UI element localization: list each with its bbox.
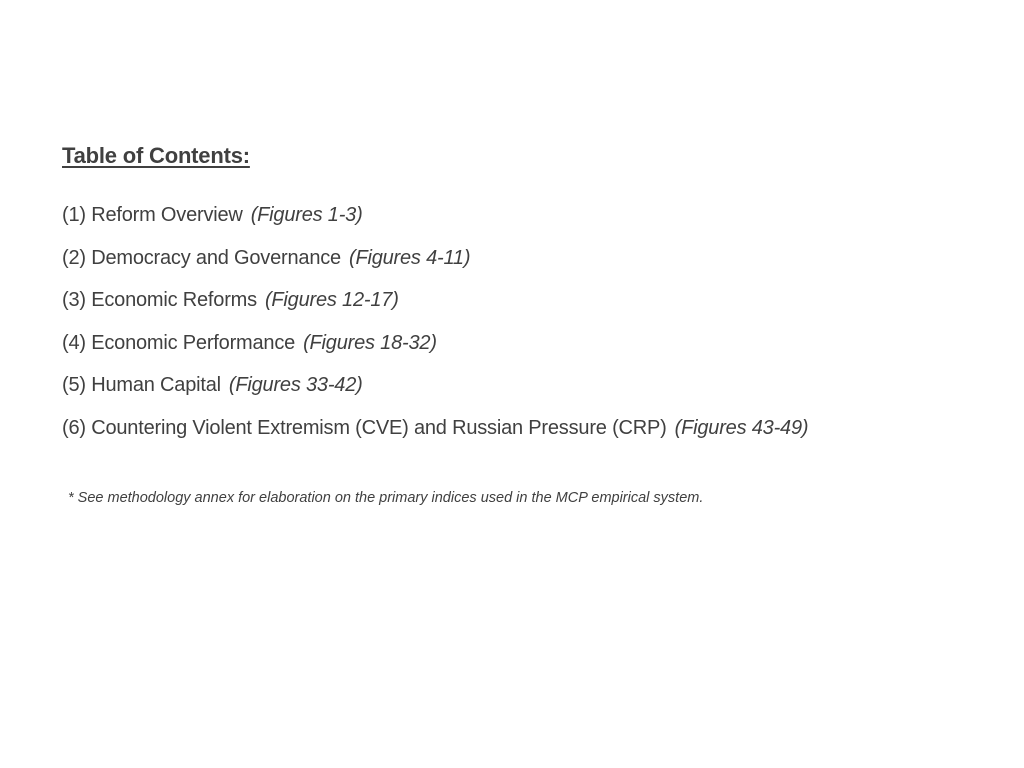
toc-item-label: (4) Economic Performance: [62, 331, 296, 354]
toc-title: Table of Contents:: [62, 143, 250, 168]
toc-item-figures: (Figures 43-49): [674, 416, 809, 439]
toc-list: [62, 200, 808, 456]
toc-item-democracy-governance: [62, 243, 808, 286]
toc-item-figures: (Figures 12-17): [264, 289, 399, 312]
methodology-note: * See methodology annex for elaboration on the primary indices used in the MCP empirical system.: [68, 490, 704, 506]
toc-item-cve-crp: [62, 413, 808, 456]
toc-item-label: (5) Human Capital: [62, 374, 221, 397]
toc-item-label: (1) Reform Overview: [62, 204, 243, 226]
toc-item-economic-performance: [62, 328, 808, 371]
toc-item-label: (2) Democracy and Governance: [62, 246, 341, 269]
toc-item-figures: (Figures 18-32): [303, 331, 437, 354]
toc-item-figures: (Figures 33-42): [228, 374, 363, 397]
toc-item-figures: (Figures 4-11): [348, 246, 471, 269]
toc-item-label: (3) Economic Reforms: [62, 289, 257, 312]
toc-item-label: (6) Countering Violent Extremism (CVE) and Russian Pressure (CRP): [62, 416, 667, 439]
toc-item-figures: (Figures 1-3): [250, 204, 363, 226]
toc-item-human-capital: [62, 370, 808, 413]
toc-item-reform-overview: [62, 200, 808, 243]
toc-item-economic-reforms: [62, 285, 808, 328]
